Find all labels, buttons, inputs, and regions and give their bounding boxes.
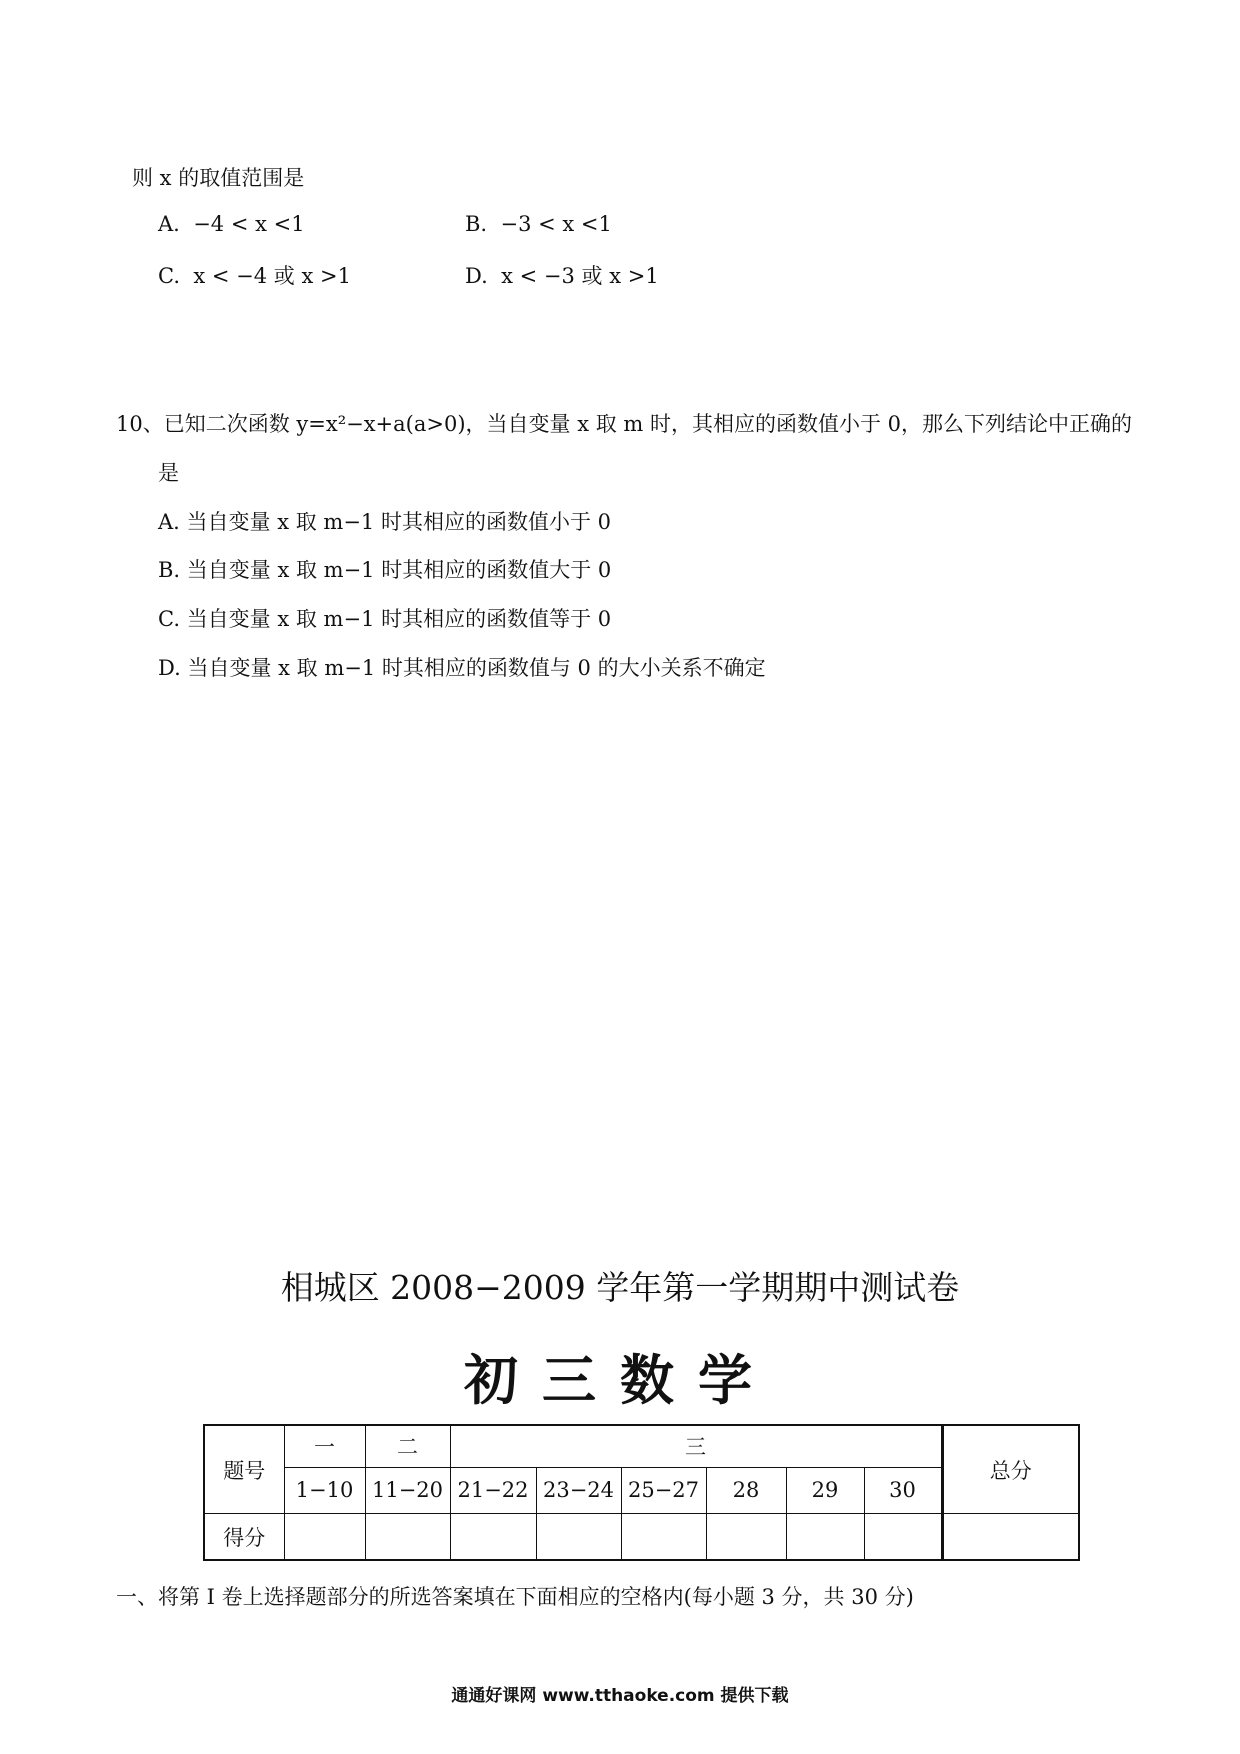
score-table: [203, 1424, 1080, 1561]
exam-title: 相城区 2008−2009 学年第一学期期中测试卷: [280, 1268, 960, 1307]
q10-option-a: [158, 506, 611, 536]
q9-option-a: [158, 212, 305, 236]
option-label: C.: [158, 607, 180, 631]
option-label: B.: [465, 212, 488, 236]
q10-option-c: [158, 603, 611, 633]
section-header-3: 三: [450, 1425, 942, 1467]
score-cell: [365, 1514, 450, 1560]
score-cell: [284, 1514, 365, 1560]
q10-option-d: [158, 652, 766, 682]
option-text: 当自变量 x 取 m−1 时其相应的函数值等于 0: [186, 607, 612, 631]
q10-stem-line1: 10、已知二次函数 y=x²−x+a(a>0)，当自变量 x 取 m 时，其相应的函数值小于 0，那么下列结论中正确的: [116, 412, 1133, 436]
section-instruction: 一、将第 I 卷上选择题部分的所选答案填在下面相应的空格内(每小题 3 分，共 30 分): [116, 1585, 914, 1609]
section-header-1: 一: [284, 1425, 365, 1467]
range-cell: 28: [706, 1467, 786, 1513]
score-cell: [450, 1514, 536, 1560]
score-cell: [706, 1514, 786, 1560]
option-label: B.: [158, 558, 181, 582]
score-cell: [536, 1514, 621, 1560]
option-label: C.: [158, 264, 180, 288]
defen-label: 得分: [204, 1514, 284, 1560]
option-text: 当自变量 x 取 m−1 时其相应的函数值与 0 的大小关系不确定: [187, 656, 766, 680]
range-cell: 21−22: [450, 1467, 536, 1513]
subject-title: 初三数学: [464, 1349, 776, 1412]
option-label: D.: [465, 264, 488, 288]
option-label: D.: [158, 656, 181, 680]
footer-credit: 通通好课网 www.tthaoke.com 提供下载: [451, 1686, 789, 1706]
q9-option-b: [465, 212, 612, 236]
option-text: −3 < x <1: [500, 212, 612, 236]
option-label: A.: [158, 510, 180, 534]
option-text: x < −3 或 x >1: [501, 264, 659, 288]
range-cell: 30: [864, 1467, 942, 1513]
q9-stem-tail: 则 x 的取值范围是: [132, 166, 305, 190]
range-cell: 23−24: [536, 1467, 621, 1513]
range-cell: 25−27: [621, 1467, 706, 1513]
range-cell: 1−10: [284, 1467, 365, 1513]
q10-option-b: [158, 554, 611, 584]
option-text: 当自变量 x 取 m−1 时其相应的函数值大于 0: [186, 558, 612, 582]
option-text: −4 < x <1: [193, 212, 305, 236]
q10-stem-line2: 是: [158, 461, 179, 485]
range-cell: 29: [786, 1467, 864, 1513]
tihao-header: 题号: [204, 1425, 284, 1514]
zongfen-header: 总分: [942, 1425, 1079, 1514]
option-text: x < −4 或 x >1: [193, 264, 351, 288]
range-cell: 11−20: [365, 1467, 450, 1513]
section-header-2: 二: [365, 1425, 450, 1467]
q9-option-c: [158, 260, 351, 290]
q9-option-d: [465, 260, 659, 290]
score-cell: [786, 1514, 864, 1560]
score-cell: [621, 1514, 706, 1560]
total-score-cell: [942, 1514, 1079, 1560]
option-text: 当自变量 x 取 m−1 时其相应的函数值小于 0: [186, 510, 611, 534]
option-label: A.: [158, 212, 180, 236]
score-cell: [864, 1514, 942, 1560]
